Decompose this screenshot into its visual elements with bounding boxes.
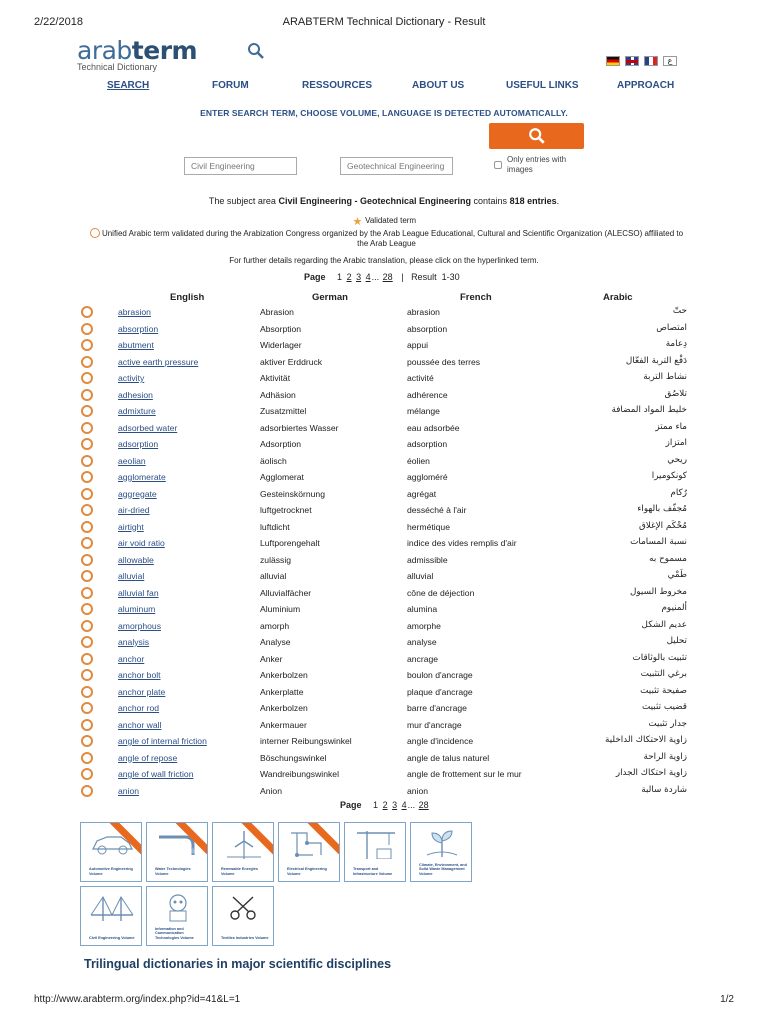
nav-resources[interactable]: RESSOURCES (302, 80, 373, 91)
term-arabic: طَمْي (667, 570, 687, 580)
details-circle-icon[interactable] (81, 323, 93, 335)
language-switcher (606, 56, 677, 66)
nav-search[interactable]: SEARCH (107, 80, 150, 91)
column-english: English (170, 292, 205, 303)
term-french: desséché à l'air (407, 505, 467, 515)
flag-uk-icon[interactable] (625, 56, 639, 66)
term-german: Ankerplatte (260, 686, 304, 697)
term-german: Anion (260, 785, 282, 796)
page-link-last[interactable]: 28 (382, 272, 393, 282)
table-row (0, 388, 768, 405)
term-arabic: صفيحة تثبيت (640, 685, 687, 696)
table-row (0, 404, 768, 421)
term-french: absorption (407, 323, 448, 334)
term-arabic: كونكوميرا (651, 471, 687, 481)
term-arabic: ماء ممتز (655, 421, 687, 432)
subject-area: Civil Engineering - Geotechnical Engineering (278, 196, 471, 206)
term-german: Adsorption (260, 439, 302, 449)
entry-count: 818 entries (509, 196, 557, 206)
details-circle-icon[interactable] (81, 735, 93, 747)
term-german: Aluminium (260, 604, 301, 614)
term-french: adsorption (407, 439, 448, 449)
term-arabic: حتّ (672, 306, 687, 316)
print-title: ARABTERM Technical Dictionary - Result (282, 16, 486, 28)
term-french: ancrage (407, 653, 439, 664)
column-arabic: Arabic (603, 292, 633, 303)
term-arabic: خليط المواد المضافة (611, 405, 687, 415)
details-circle-icon[interactable] (81, 405, 93, 417)
table-row (0, 701, 768, 718)
term-german: Alluvialfächer (260, 587, 312, 598)
term-english[interactable]: analysis (118, 637, 150, 647)
details-circle-icon[interactable] (81, 438, 93, 450)
robot-icon (155, 893, 201, 923)
term-french: angle de frottement sur le mur (407, 769, 522, 779)
table-row (0, 371, 768, 388)
pagination-bottom: Page 1 2 3 4... 28 (340, 800, 429, 810)
term-french: admissible (407, 554, 448, 565)
search-button[interactable] (489, 123, 584, 149)
term-german: Gesteinskörnung (260, 488, 325, 499)
volume-select-field[interactable]: Civil Engineering (184, 157, 297, 175)
table-row (0, 536, 768, 553)
table-row (0, 718, 768, 735)
details-circle-icon[interactable] (81, 356, 93, 368)
plant-icon (419, 829, 465, 859)
term-german: Aktivität (260, 373, 291, 383)
term-english[interactable]: abutment (118, 340, 154, 350)
details-circle-icon[interactable] (81, 653, 93, 665)
term-german: Böschungswinkel (260, 752, 327, 763)
table-row (0, 734, 768, 751)
validated-legend: ★ Validated term (352, 216, 417, 228)
term-english[interactable]: aeolian (118, 455, 146, 466)
page-link-1[interactable]: 1 (373, 800, 379, 810)
details-circle-icon[interactable] (81, 752, 93, 764)
term-french: amorphe (407, 620, 441, 631)
nav-about[interactable]: ABOUT US (412, 80, 465, 91)
term-english[interactable]: agglomerate (118, 472, 166, 482)
volume-textiles[interactable]: Textiles Industries Volume (212, 886, 274, 946)
table-row (0, 355, 768, 372)
term-german: äolisch (260, 455, 287, 466)
term-arabic: تلاصُق (664, 388, 687, 399)
volume-automotive[interactable]: Automotive Engineering Volume (80, 822, 142, 882)
page-link-3[interactable]: 3 (392, 800, 398, 810)
column-german: German (312, 292, 348, 303)
main-nav (80, 80, 700, 94)
magnifier-icon (528, 127, 546, 145)
nav-useful-links[interactable]: USEFUL LINKS (506, 80, 579, 91)
term-french: abrasion (407, 307, 440, 317)
details-circle-icon[interactable] (81, 471, 93, 483)
table-row (0, 586, 768, 603)
term-english[interactable]: aluminum (118, 604, 156, 614)
table-row (0, 437, 768, 454)
page-link-4[interactable]: 4 (401, 800, 407, 810)
pagination-top: Page 1 2 3 4... 28 | Result 1-30 (304, 272, 460, 282)
term-arabic: نشاط التربة (643, 372, 687, 382)
term-french: cône de déjection (407, 587, 475, 598)
table-row (0, 569, 768, 586)
term-arabic: امتصاص (656, 322, 687, 333)
details-circle-icon[interactable] (81, 389, 93, 401)
term-english[interactable]: angle of repose (118, 752, 178, 763)
details-circle-icon[interactable] (81, 669, 93, 681)
term-english[interactable]: absorption (118, 323, 159, 334)
page-link-last[interactable]: 28 (418, 800, 429, 810)
column-french: French (460, 292, 492, 303)
term-arabic: مسموح به (649, 553, 687, 564)
term-arabic: قضيب تثبيت (642, 702, 687, 712)
term-arabic: تحليل (666, 636, 687, 646)
term-arabic: نسبة المسامات (630, 537, 687, 547)
term-english[interactable]: alluvial fan (118, 587, 159, 598)
term-german: interner Reibungswinkel (260, 736, 352, 746)
term-german: Widerlager (260, 340, 302, 350)
term-french: eau adsorbée (407, 422, 460, 433)
tagline: Trilingual dictionaries in major scientific disciplines (84, 957, 392, 971)
details-circle-icon[interactable] (81, 537, 93, 549)
page-link-4[interactable]: 4 (365, 272, 371, 282)
term-german: Abrasion (260, 307, 294, 317)
details-circle-icon[interactable] (81, 488, 93, 500)
print-date: 2/22/2018 (34, 16, 83, 28)
table-row (0, 322, 768, 339)
table-row (0, 619, 768, 636)
term-german: zulässig (260, 554, 292, 565)
term-french: alumina (407, 604, 438, 614)
term-english[interactable]: angle of wall friction (118, 769, 194, 779)
term-german: Ankerbolzen (260, 670, 308, 680)
term-english[interactable]: adsorption (118, 439, 159, 449)
term-french: plaque d'ancrage (407, 686, 473, 697)
term-german: luftgetrocknet (260, 505, 312, 515)
details-circle-icon[interactable] (81, 455, 93, 467)
print-url: http://www.arabterm.org/index.php?id=41&L=1 (34, 994, 241, 1005)
term-arabic: دِعامة (665, 339, 687, 349)
term-french: angle d'incidence (407, 736, 474, 746)
details-circle-icon[interactable] (81, 570, 93, 582)
details-circle-icon[interactable] (81, 636, 93, 648)
term-arabic: عديم الشكل (641, 619, 687, 630)
term-german: adsorbiertes Wasser (260, 422, 339, 433)
term-english[interactable]: anchor wall (118, 719, 162, 730)
details-circle-icon[interactable] (81, 719, 93, 731)
details-circle-icon[interactable] (81, 702, 93, 714)
term-german: Adhäsion (260, 389, 296, 400)
term-arabic: زاوية الراحة (643, 751, 687, 762)
subject-summary: The subject area Civil Engineering - Geotechnical Engineering contains 818 entries. (208, 196, 560, 206)
flag-france-icon[interactable] (644, 56, 658, 66)
star-icon: ★ (352, 216, 363, 228)
term-english[interactable]: airtight (118, 521, 144, 532)
term-german: Zusatzmittel (260, 406, 307, 416)
term-german: Anker (260, 653, 283, 664)
logo-subtitle: Technical Dictionary (77, 62, 158, 72)
table-row (0, 553, 768, 570)
term-arabic: دَفْع التربة الفعّال (625, 355, 687, 366)
term-english[interactable]: abrasion (118, 307, 151, 317)
term-french: hermétique (407, 521, 450, 532)
details-circle-icon[interactable] (81, 686, 93, 698)
page-link-2[interactable]: 2 (382, 800, 388, 810)
term-french: mélange (407, 406, 440, 416)
term-german: Ankermauer (260, 719, 307, 730)
term-french: analyse (407, 637, 437, 647)
volume-water[interactable]: Water Technologies Volume (146, 822, 208, 882)
term-english[interactable]: air-dried (118, 505, 150, 515)
volume-climate[interactable]: Climate, Environment, and Solid Waste Management Volume (410, 822, 472, 882)
table-row (0, 421, 768, 438)
nav-approach[interactable]: APPROACH (617, 80, 675, 91)
logo-wordmark: arabterm (77, 36, 198, 65)
term-arabic: برغي التثبيت (640, 669, 687, 679)
term-arabic: زاوية الاحتكاك الداخلية (605, 735, 687, 745)
term-english[interactable]: admixture (118, 406, 156, 416)
table-row (0, 454, 768, 471)
arabterm-logo[interactable] (77, 36, 197, 76)
term-german: Ankerbolzen (260, 703, 308, 713)
term-arabic: رُكام (670, 487, 687, 498)
term-arabic: زاوية احتكاك الجدار (615, 768, 687, 778)
table-row (0, 470, 768, 487)
term-english[interactable]: adhesion (118, 389, 153, 400)
term-arabic: شاردة سالبة (641, 784, 687, 795)
table-row (0, 767, 768, 784)
term-french: alluvial (407, 571, 434, 581)
term-french: angle de talus naturel (407, 752, 490, 763)
term-english[interactable]: anchor (118, 653, 145, 664)
volume-renewable[interactable]: Renewable Energies Volume (212, 822, 274, 882)
term-arabic: جدار تثبيت (648, 718, 687, 729)
term-english[interactable]: anchor rod (118, 703, 160, 713)
table-row (0, 503, 768, 520)
crane-icon (353, 829, 399, 859)
table-row (0, 602, 768, 619)
term-french: agrégat (407, 488, 437, 499)
term-german: Luftporengehalt (260, 538, 320, 548)
term-german: aktiver Erddruck (260, 356, 323, 367)
print-page-number: 1/2 (720, 994, 734, 1005)
term-french: adhérence (407, 389, 448, 400)
term-german: amorph (260, 620, 290, 631)
unified-legend: Unified Arabic term validated during the Arabization Congress organized by the Arab League Educational, Cultural and Scientific Organization (ALECSO) affiliated to the Arab League (84, 228, 689, 249)
further-details-note: For further details regarding the Arabic translation, please click on the hyperlinked term. (229, 256, 539, 265)
details-circle-icon[interactable] (81, 620, 93, 632)
term-arabic: تثبيت بالوثاقات (632, 652, 687, 663)
only-images-checkbox[interactable] (494, 161, 502, 169)
term-english[interactable]: alluvial (118, 571, 145, 581)
term-german: Agglomerat (260, 472, 304, 482)
details-circle-icon[interactable] (81, 587, 93, 599)
volume-ict[interactable]: Information and Communication Technologies Volume (146, 886, 208, 946)
term-french: aggloméré (407, 472, 448, 482)
term-english[interactable]: air void ratio (118, 538, 165, 548)
nav-forum[interactable]: FORUM (212, 80, 249, 91)
table-row (0, 305, 768, 322)
subject-select-field[interactable]: Geotechnical Engineering (340, 157, 453, 175)
page-link-1[interactable]: 1 (337, 272, 343, 282)
bridge-icon (89, 893, 135, 923)
details-circle-icon[interactable] (81, 603, 93, 615)
term-french: anion (407, 785, 429, 796)
table-row (0, 784, 768, 801)
details-circle-icon[interactable] (81, 554, 93, 566)
term-arabic: مخروط السيول (630, 586, 687, 597)
flag-arabic-icon[interactable]: ع (663, 56, 677, 66)
term-german: Analyse (260, 637, 291, 647)
result-range: 1-30 (441, 272, 460, 282)
circle-icon (90, 228, 100, 238)
details-circle-icon[interactable] (81, 306, 93, 318)
volume-electrical[interactable]: Electrical Engineering Volume (278, 822, 340, 882)
volume-transport[interactable]: Transport and Infrastructure Volume (344, 822, 406, 882)
term-english[interactable]: active earth pressure (118, 356, 199, 367)
only-images-label: Only entries with images (507, 155, 567, 174)
volume-civil[interactable]: Civil Engineering Volume (80, 886, 142, 946)
term-arabic: ألمنيوم (661, 603, 687, 613)
page-link-3[interactable]: 3 (356, 272, 362, 282)
term-german: alluvial (260, 571, 287, 581)
term-arabic: مُجفّف بالهواء (637, 504, 687, 514)
details-circle-icon[interactable] (81, 768, 93, 780)
table-row (0, 652, 768, 669)
term-english[interactable]: anion (118, 785, 140, 796)
term-french: activité (407, 373, 434, 383)
term-french: poussée des terres (407, 356, 481, 367)
term-english[interactable]: anchor bolt (118, 670, 161, 680)
flag-germany-icon[interactable] (606, 56, 620, 66)
table-row (0, 520, 768, 537)
table-row (0, 668, 768, 685)
term-english[interactable]: amorphous (118, 620, 161, 631)
term-french: éolien (407, 455, 430, 466)
details-circle-icon[interactable] (81, 422, 93, 434)
table-row (0, 685, 768, 702)
term-german: luftdicht (260, 521, 290, 532)
term-french: appui (407, 340, 429, 350)
table-row (0, 338, 768, 355)
table-row (0, 635, 768, 652)
term-english[interactable]: angle of internal friction (118, 736, 207, 746)
scissors-icon (221, 893, 267, 923)
search-instruction: ENTER SEARCH TERM, CHOOSE VOLUME, LANGUAGE IS DETECTED AUTOMATICALLY. (200, 108, 568, 118)
term-english[interactable]: adsorbed water (118, 422, 178, 433)
term-german: Wandreibungswinkel (260, 769, 339, 779)
table-row (0, 751, 768, 768)
details-circle-icon[interactable] (81, 521, 93, 533)
term-french: boulon d'ancrage (407, 670, 473, 680)
details-circle-icon[interactable] (81, 339, 93, 351)
magnifier-logo-icon (247, 42, 265, 60)
table-row (0, 487, 768, 504)
term-english[interactable]: allowable (118, 554, 154, 565)
term-english[interactable]: activity (118, 373, 145, 383)
term-english[interactable]: anchor plate (118, 686, 166, 697)
term-french: barre d'ancrage (407, 703, 467, 713)
details-circle-icon[interactable] (81, 785, 93, 797)
term-french: indice des vides remplis d'air (407, 538, 517, 548)
term-arabic: ريحي (667, 454, 687, 465)
term-french: mur d'ancrage (407, 719, 462, 730)
term-arabic: مُحْكَم الإغلاق (638, 520, 687, 531)
page-link-2[interactable]: 2 (346, 272, 352, 282)
term-arabic: امتزاز (665, 438, 687, 448)
term-english[interactable]: aggregate (118, 488, 157, 499)
details-circle-icon[interactable] (81, 372, 93, 384)
term-german: Absorption (260, 323, 302, 334)
details-circle-icon[interactable] (81, 504, 93, 516)
